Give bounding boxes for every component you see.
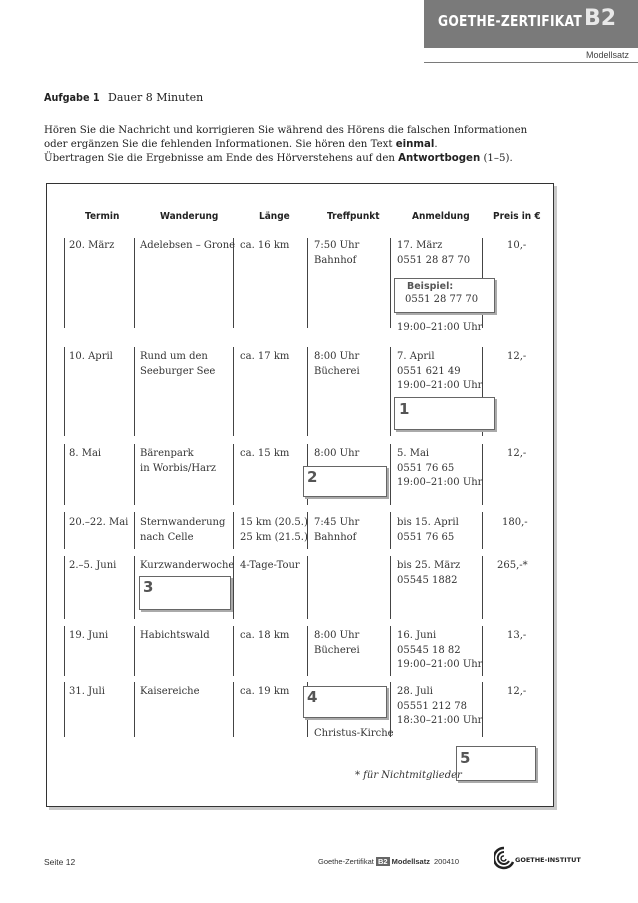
cell-termin: 31. Juli	[69, 686, 105, 697]
goethe-institut-logo-icon	[494, 846, 514, 870]
cell-divider	[307, 238, 308, 328]
answer-box-number: 4	[307, 688, 318, 706]
cell-laenge: 4-Tage-Tour	[240, 560, 300, 571]
cell-anmeldung: 16. Juni 05545 18 82 19:00–21:00 Uhr	[397, 630, 483, 670]
cell-termin: 19. Juni	[69, 630, 109, 641]
cell-treffpunkt: 7:50 Uhr Bahnhof	[314, 240, 360, 266]
cell-anmeldung: 17. März 0551 28 87 70	[397, 240, 471, 266]
cell-divider	[134, 238, 135, 328]
footer-code: 200410	[434, 857, 460, 866]
cell-termin: 8. Mai	[69, 448, 102, 459]
cell-divider	[390, 347, 391, 436]
example-value: 0551 28 77 70	[405, 294, 479, 305]
cell-divider	[64, 238, 65, 328]
header-termin: Termin	[85, 211, 120, 222]
cell-divider	[134, 682, 135, 737]
cell-termin: 10. April	[69, 351, 113, 362]
cell-divider	[233, 444, 234, 505]
cell-divider	[64, 626, 65, 676]
cell-anmeldung: bis 15. April 0551 76 65	[397, 517, 459, 543]
cell-termin: 20.–22. Mai	[69, 517, 129, 528]
header-rule	[424, 62, 638, 63]
cell-treffpunkt: Christus-Kirche	[314, 728, 394, 739]
instruction-line-2: oder ergänzen Sie die fehlenden Informationen. Sie hören den Text einmal.	[44, 139, 438, 150]
cell-treffpunkt: 8:00 Uhr Bücherei	[314, 630, 360, 656]
level-badge: B2	[584, 6, 617, 31]
cell-divider	[64, 556, 65, 619]
cell-preis: 10,-	[507, 240, 527, 251]
header-anmeldung: Anmeldung	[412, 211, 470, 222]
cell-divider	[134, 626, 135, 676]
cell-divider	[390, 238, 391, 328]
cell-divider	[64, 682, 65, 737]
cell-divider	[233, 347, 234, 436]
cell-divider	[307, 347, 308, 436]
header-preis: Preis in €	[493, 211, 541, 222]
cell-divider	[233, 626, 234, 676]
cell-divider	[233, 682, 234, 737]
cell-termin: 2.–5. Juni	[69, 560, 117, 571]
cell-anmeldung-time: 19:00–21:00 Uhr	[397, 322, 483, 333]
example-label: Beispiel:	[407, 281, 454, 292]
cell-treffpunkt: 8:00 Uhr Bücherei	[314, 351, 360, 377]
page-number: Seite 12	[44, 857, 76, 867]
cell-laenge: ca. 17 km	[240, 351, 290, 362]
cell-treffpunkt: 7:45 Uhr Bahnhof	[314, 517, 360, 543]
cell-preis: 13,-	[507, 630, 527, 641]
header-wanderung: Wanderung	[160, 211, 219, 222]
cell-divider	[390, 626, 391, 676]
cell-divider	[64, 444, 65, 505]
footnote: * für Nichtmitglieder	[355, 770, 462, 781]
header-laenge: Länge	[259, 211, 290, 222]
cell-divider	[307, 556, 308, 619]
answer-box-number: 1	[399, 400, 410, 418]
header-subtitle: Modellsatz	[585, 50, 629, 60]
answer-box-number: 3	[143, 578, 154, 596]
cell-divider	[134, 444, 135, 505]
cell-divider	[390, 512, 391, 549]
cell-anmeldung: bis 25. März 05545 1882	[397, 560, 461, 586]
cell-wanderung: Habichtswald	[140, 630, 210, 641]
cell-termin: 20. März	[69, 240, 115, 251]
cell-divider	[482, 556, 483, 619]
cell-preis: 12,-	[507, 448, 527, 459]
cell-anmeldung: 7. April 0551 621 49 19:00–21:00 Uhr	[397, 351, 483, 391]
cell-anmeldung: 5. Mai 0551 76 65 19:00–21:00 Uhr	[397, 448, 483, 488]
goethe-institut-label: GOETHE-INSTITUT	[515, 856, 581, 864]
cell-divider	[307, 626, 308, 676]
cell-treffpunkt: 8:00 Uhr	[314, 448, 360, 459]
cell-divider	[64, 512, 65, 549]
instruction-line-3: Übertragen Sie die Ergebnisse am Ende des Hörverstehens auf den Antwortbogen (1–5).	[44, 153, 513, 164]
cell-preis: 265,-*	[497, 560, 528, 571]
cell-divider	[64, 347, 65, 436]
cell-divider	[134, 556, 135, 619]
task-label: Aufgabe 1	[44, 91, 100, 104]
cell-divider	[390, 556, 391, 619]
task-duration: Dauer 8 Minuten	[108, 91, 204, 104]
cell-wanderung: Rund um den Seeburger See	[140, 351, 216, 377]
cell-wanderung: Adelebsen – Grone	[140, 240, 236, 251]
header-treffpunkt: Treffpunkt	[327, 211, 380, 222]
cell-anmeldung: 28. Juli 05551 212 78 18:30–21:00 Uhr	[397, 686, 483, 726]
cell-wanderung: Kurzwanderwoche	[140, 560, 235, 571]
cell-laenge: ca. 19 km	[240, 686, 290, 697]
cell-laenge: ca. 18 km	[240, 630, 290, 641]
cell-divider	[134, 512, 135, 549]
cell-wanderung: Sternwanderung nach Celle	[140, 517, 226, 543]
answer-box-number: 5	[460, 749, 471, 767]
footer-title: Goethe-Zertifikat B2 Modellsatz	[318, 857, 430, 866]
cell-preis: 180,-	[502, 517, 528, 528]
answer-box-number: 2	[307, 468, 318, 486]
cell-wanderung: Kaisereiche	[140, 686, 200, 697]
cell-divider	[134, 347, 135, 436]
cell-laenge: ca. 15 km	[240, 448, 290, 459]
instruction-line-1: Hören Sie die Nachricht und korrigieren Sie während des Hörens die falschen Informationen	[44, 125, 528, 136]
cell-divider	[482, 512, 483, 549]
cell-laenge: 15 km (20.5.) 25 km (21.5.)	[240, 517, 308, 543]
cell-divider	[390, 444, 391, 505]
cell-preis: 12,-	[507, 686, 527, 697]
footer-level-badge: B2	[377, 857, 388, 866]
cell-laenge: ca. 16 km	[240, 240, 290, 251]
cell-divider	[233, 512, 234, 549]
cell-preis: 12,-	[507, 351, 527, 362]
certificate-title: GOETHE-ZERTIFIKAT	[438, 12, 582, 30]
cell-wanderung: Bärenpark in Worbis/Harz	[140, 448, 217, 474]
